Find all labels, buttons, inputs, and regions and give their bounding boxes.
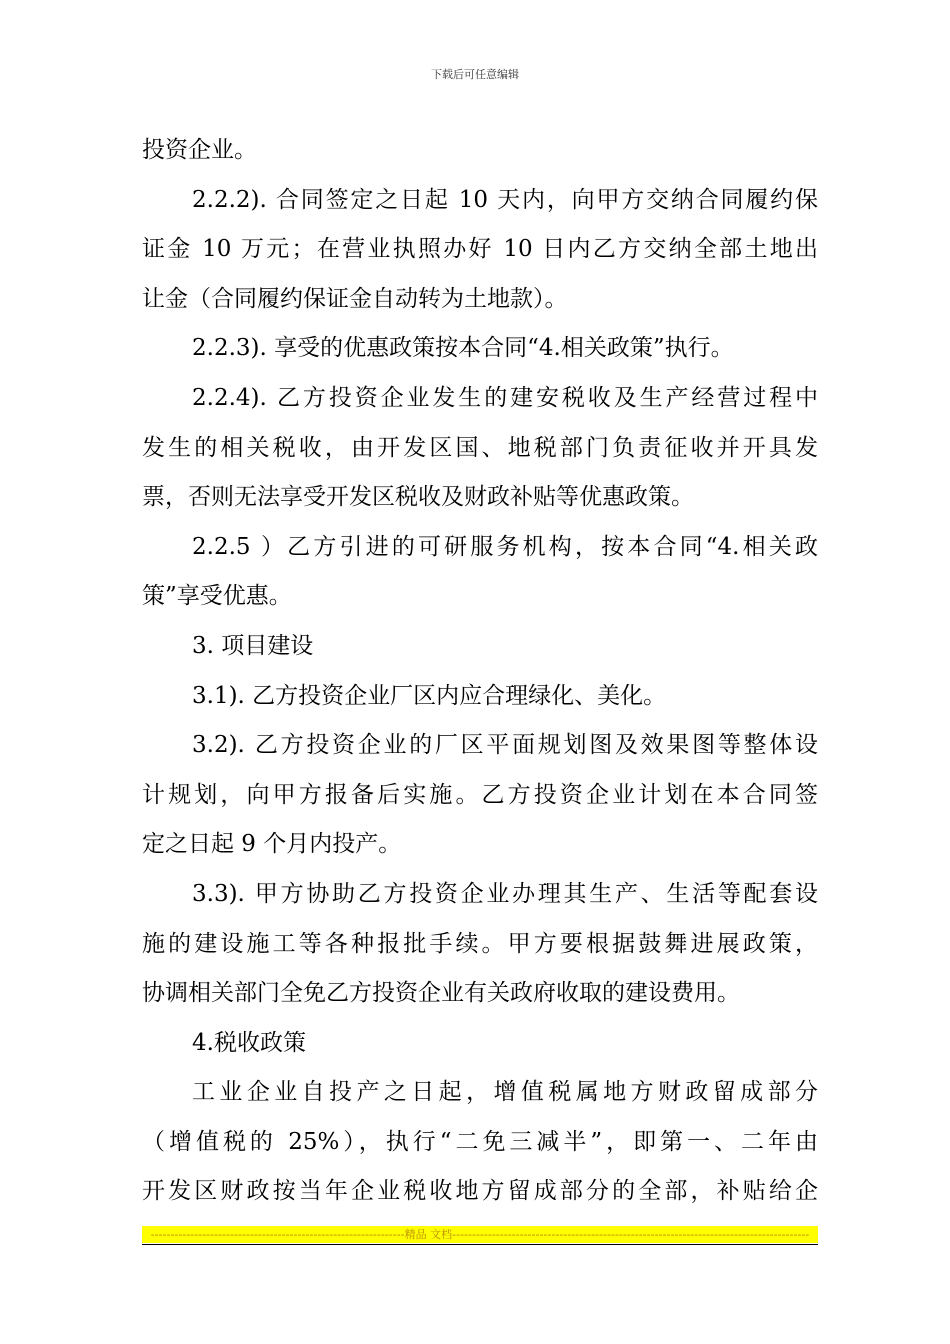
text-line: 2.2.5 ）乙方引进的可研服务机构，按本合同“4.相关政 — [192, 533, 818, 560]
text-line: 发生的相关税收，由开发区国、地税部门负责征收并开具发 — [142, 434, 818, 461]
text-line: 开发区财政按当年企业税收地方留成部分的全部，补贴给企 — [142, 1178, 818, 1205]
footer-dashes-left: ---------------------------------------------------------------- — [150, 1228, 405, 1241]
footer-label: 精品 文档 — [404, 1228, 453, 1241]
text-line: 票，否则无法享受开发区税收及财政补贴等优惠政策。 — [142, 484, 694, 511]
text-line: 策”享受优惠。 — [142, 583, 292, 610]
text-line: 2.2.2). 合同签定之日起 10 天内，向甲方交纳合同履约保 — [192, 186, 818, 213]
text-line: 工业企业自投产之日起，增值税属地方财政留成部分 — [192, 1079, 818, 1106]
footer-dashes-right: ------------------------------------------------------------------------------------------ — [452, 1228, 810, 1241]
document-body — [142, 126, 818, 1217]
text-line: 定之日起 9 个月内投产。 — [142, 831, 402, 858]
text-line: 证金 10 万元；在营业执照办好 10 日内乙方交纳全部土地出 — [142, 236, 818, 263]
text-line: 施的建设施工等各种报批手续。甲方要根据鼓舞进展政策， — [142, 930, 818, 957]
text-line: 协调相关部门全免乙方投资企业有关政府收取的建设费用。 — [142, 980, 740, 1007]
section-heading: 4.税收政策 — [192, 1029, 306, 1056]
section-heading: 3. 项目建设 — [192, 632, 314, 659]
text-line: 投资企业。 — [142, 137, 257, 163]
footer-rule — [142, 1244, 818, 1245]
text-line: 2.2.3). 享受的优惠政策按本合同“4.相关政策”执行。 — [192, 335, 734, 362]
footer-banner — [142, 1226, 818, 1243]
text-line: 2.2.4). 乙方投资企业发生的建安税收及生产经营过程中 — [192, 384, 818, 411]
text-line: 3.2). 乙方投资企业的厂区平面规划图及效果图等整体设 — [192, 732, 818, 759]
text-line: 3.3). 甲方协助乙方投资企业办理其生产、生活等配套设 — [192, 880, 818, 907]
text-line: 让金（合同履约保证金自动转为土地款）。 — [142, 285, 568, 312]
text-line: 3.1). 乙方投资企业厂区内应合理绿化、美化。 — [192, 682, 667, 709]
header-note: 下载后可任意编辑 — [431, 68, 519, 81]
text-line: 计规划，向甲方报备后实施。乙方投资企业计划在本合同签 — [142, 781, 818, 808]
text-line: （增值税的 25%），执行“二免三减半”，即第一、二年由 — [142, 1128, 818, 1155]
